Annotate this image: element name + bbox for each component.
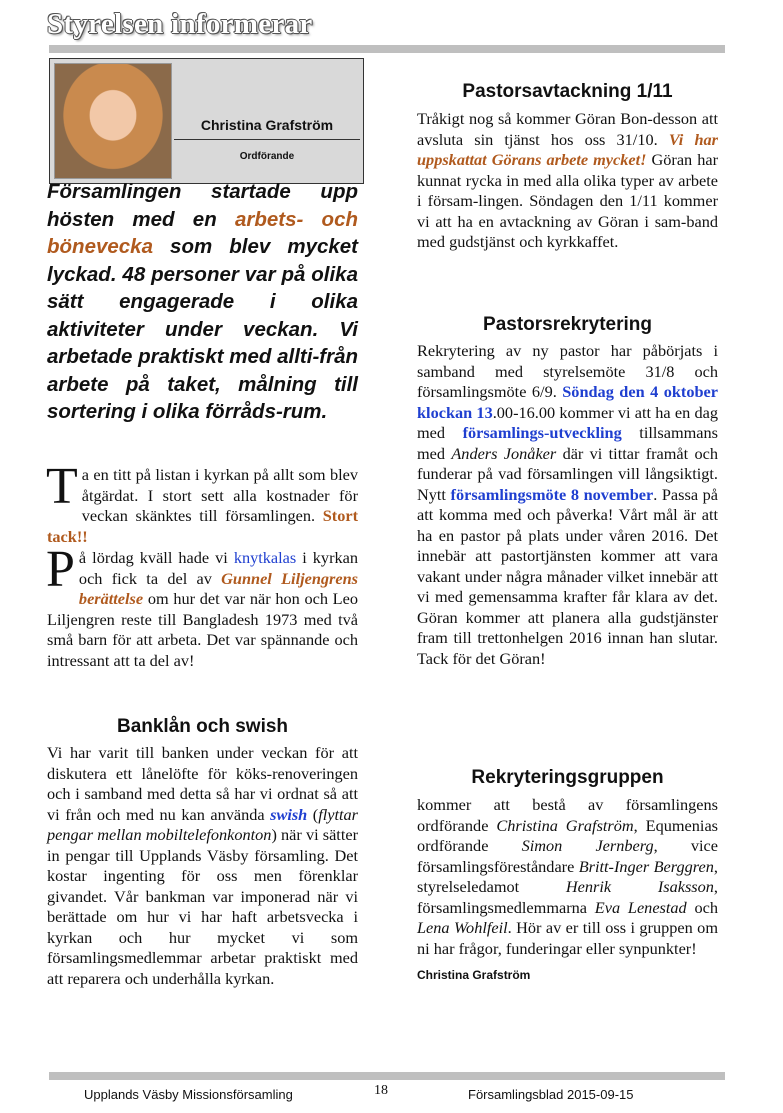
banklan-italic: flyttar pengar mellan mobiltelefonkonton [47, 804, 358, 844]
dropcap-t: T [46, 458, 78, 515]
paragraph-banklan [47, 743, 358, 989]
top-divider [49, 45, 725, 53]
rg-text-4: , styrelseledamot [417, 856, 718, 896]
rg-name-2: Simon Jernberg [521, 836, 654, 855]
pr-text-3: tillsammans med [417, 423, 718, 463]
gunnel-highlight: Gunnel Liljengrens berättelse [78, 568, 358, 608]
pr-text-5: . Passa på att komma med och påverka! Vårt mål är att ha en pastor på plats under våren 2016. Det innebär att pastortjänsten kommer att vara vakant under några månader vilket innebär att vi med gemensamma krafter får klara av det. Göran kommer att planera alla gudstjänster fram till trettonhelgen 2016 innan han slutar. Tack för det Göran! [417, 484, 718, 668]
signature: Christina Grafström [417, 968, 531, 982]
knytkalas-link: knytkalas [233, 548, 297, 567]
pr-text-1: Rekrytering av ny pastor har påbörjats i samband med styrelsemöte 31/8 och församlingsmöte 6/9. [417, 341, 718, 401]
paragraph-pastorsrekrytering [417, 341, 718, 669]
pa-text-1: Tråkigt nog så kommer Göran Bon-desson att avsluta sin tjänst hos oss 31/10. [417, 109, 718, 149]
lead-text-1: Församlingen startade upp hösten med en [47, 180, 358, 231]
paragraph-pastorsavtackning [417, 109, 718, 253]
rg-name-5: Eva Lenestad [594, 897, 687, 917]
pa-text-2: Göran har kunnat rycka in med alla olika typer av arbete i försam-lingen. Söndagen den 1/11 kommer vi att ha en avtackning av Göran i sam-band med gudstjänst och kyrkkaffet. [417, 150, 719, 251]
masthead-title: Styrelsen informerar [47, 8, 313, 40]
lead-text-2: som blev mycket lyckad. 48 personer var på olika sätt engagerade i olika aktiviteter under veckan. Vi arbetade praktiskt med allti-från arbete på taket, målning till sortering i olika förråds-rum. [47, 235, 359, 423]
dropcap-p: P [46, 541, 75, 598]
portrait-role: Ordförande [239, 151, 295, 162]
para2-text-2: i kyrkan och fick ta del av [78, 548, 358, 588]
pr-forsamlingsmote: församlingsmöte 8 november [450, 484, 654, 504]
pr-text-4: där vi tittar framåt och funderar på vad församlingen vill långsiktigt. Nytt [417, 443, 719, 504]
portrait-box [49, 58, 364, 184]
rg-text-6: och [686, 897, 719, 917]
bottom-divider [49, 1072, 725, 1080]
rg-text-7: . Hör av er till oss i gruppen om ni har frågor, funderingar eller synpunkter! [417, 918, 718, 958]
para2-text-1: å lördag kväll hade vi [78, 548, 234, 567]
portrait-name: Christina Grafström [200, 117, 334, 133]
rg-name-6: Lena Wohlfeil [417, 918, 508, 937]
banklan-text-1: Vi har varit till banken under veckan för att diskutera ett lånelöfte för köks-renoveringen och i samband med detta så har vi ordnat så att vi från och med nu kan använda [47, 743, 358, 824]
swish-link: swish [270, 804, 308, 824]
banklan-text-3: ) när vi sätter in pengar till Upplands Väsby församling. Det kostar ingenting för oss men förenklar givandet. Vår bankman var imponerad när vi berättade om hur vi har haft arbetsvecka i kyrkan och hur mycket vi som församlingsmedlemmar arbetar praktiskt med att reparera och underhålla kyrkan. [47, 825, 359, 988]
paragraph-rekryteringsgruppen [417, 795, 718, 986]
stort-tack: Stort tack!! [47, 506, 358, 546]
rg-text-3: , vice församlingsföreståndare [417, 836, 718, 876]
para2-text-3: om hur det var när hon och Leo Liljengren reste till Bangladesh 1973 med två små barn för att arbeta. Det var spännande och intressant att ta del av! [47, 589, 358, 670]
rg-text-1: kommer att bestå av församlingens ordförande [417, 795, 718, 835]
rg-text-2: , Equmenias ordförande [417, 815, 719, 855]
banklan-text-2: ( [307, 804, 319, 824]
footer-left: Upplands Väsby Missionsförsamling [84, 1087, 293, 1102]
footer-right: Församlingsblad 2015-09-15 [468, 1087, 634, 1102]
page-number: 18 [374, 1083, 388, 1098]
heading-pastorsavtackning: Pastorsavtackning 1/11 [462, 81, 673, 102]
pa-highlight: Vi har uppskattat Görans arbete mycket! [417, 129, 718, 169]
pr-forsamlingsutveckling: församlings-utveckling [462, 423, 622, 442]
paragraph-listan [46, 458, 358, 671]
caption-divider [174, 139, 360, 140]
portrait-photo [54, 63, 172, 179]
rg-name-4: Henrik Isaksson [565, 877, 714, 896]
rg-name-3: Britt-Inger Berggren [578, 856, 714, 876]
rg-text-5: , församlingsmedlemmarna [417, 877, 718, 917]
pr-date: Söndag den 4 oktober klockan 13 [417, 382, 718, 422]
heading-banklan: Banklån och swish [116, 716, 289, 737]
lead-highlight: arbets- och bönevecka [47, 207, 359, 258]
pr-text-2: .00-16.00 kommer vi att ha en dag med [417, 402, 718, 442]
lead-paragraph [47, 178, 358, 426]
pr-anders: Anders Jonåker [451, 443, 557, 463]
heading-rekryteringsgruppen: Rekryteringsgruppen [471, 767, 664, 788]
para1-text: a en titt på listan i kyrkan på allt som blev åtgärdat. I stort sett alla kostnader för veckan skänktes till församlingen. [81, 465, 358, 525]
rg-name-1: Christina Grafström [496, 815, 634, 835]
heading-pastorsrekrytering: Pastorsrekrytering [483, 314, 652, 335]
